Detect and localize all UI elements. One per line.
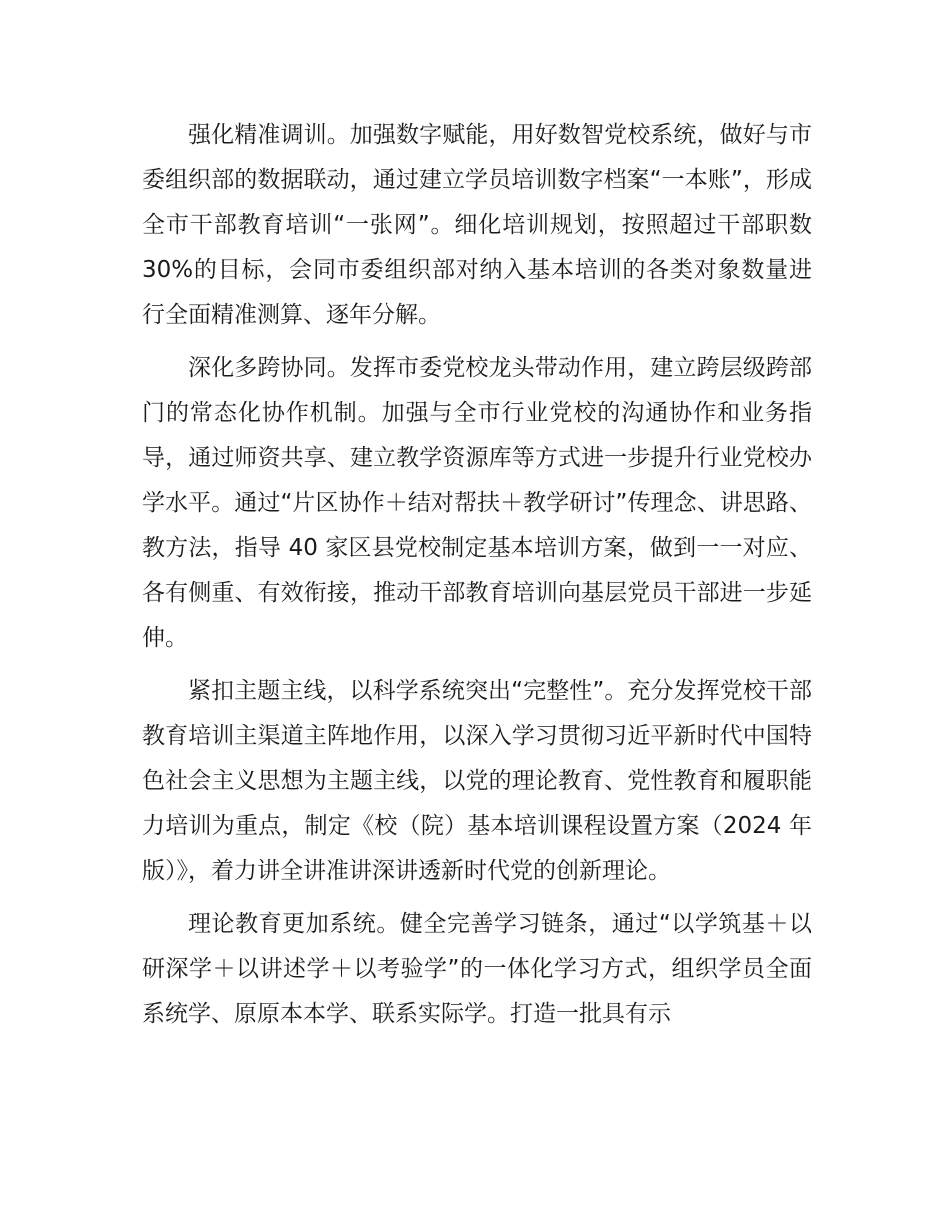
paragraph-theory-education: 理论教育更加系统。健全完善学习链条，通过“以学筑基＋以研深学＋以讲述学＋以考验学”的一体化学习方式，组织学员全面系统学、原原本本学、联系实际学。打造一批具有示 bbox=[142, 911, 812, 1027]
paragraph-main-theme: 紧扣主题主线，以科学系统突出“完整性”。充分发挥党校干部教育培训主渠道主阵地作用，以深入学习贯彻习近平新时代中国特色社会主义思想为主题主线，以党的理论教育、党性教育和履职能力培训为重点，制定《校（院）基本培训课程设置方案（2024 年版）》，着力讲全讲准讲深讲透新时代党的创新理论。 bbox=[142, 678, 812, 884]
paragraph-cross-collaboration: 深化多跨协同。发挥市委党校龙头带动作用，建立跨层级跨部门的常态化协作机制。加强与全市行业党校的沟通协作和业务指导，通过师资共享、建立教学资源库等方式进一步提升行业党校办学水平。通过“片区协作＋结对帮扶＋教学研讨”传理念、讲思路、教方法，指导 40 家区县党校制定基本培训方案，做到一一对应、各有侧重、有效衔接，推动干部教育培训向基层党员干部进一步延伸。 bbox=[142, 355, 812, 651]
document-body bbox=[142, 113, 812, 1037]
paragraph-precise-training: 强化精准调训。加强数字赋能，用好数智党校系统，做好与市委组织部的数据联动，通过建立学员培训数字档案“一本账”，形成全市干部教育培训“一张网”。细化培训规划，按照超过干部职数 30%的目标，会同市委组织部对纳入基本培训的各类对象数量进行全面精准测算、逐年分解。 bbox=[142, 122, 812, 328]
